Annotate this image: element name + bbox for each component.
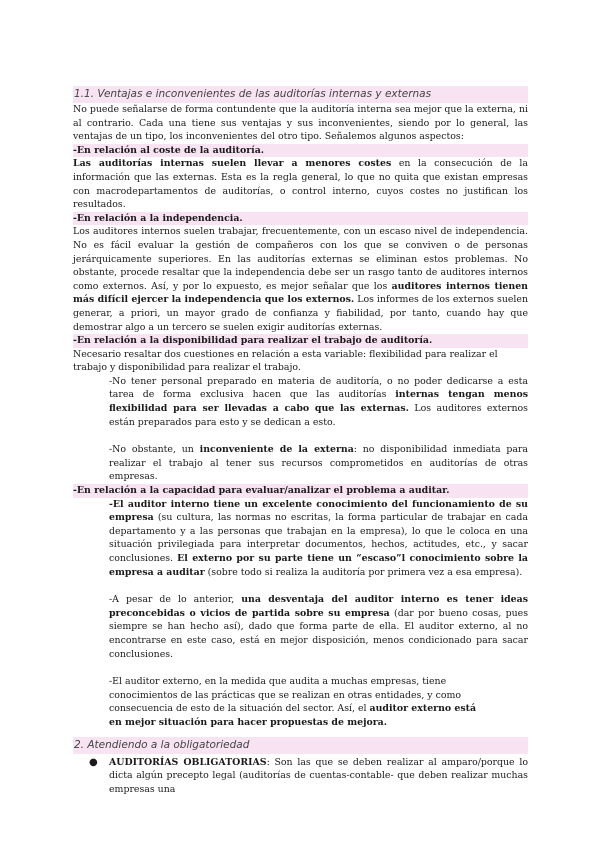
body-text: -No tener personal preparado en materia de auditoría, o no poder dedicarse a esta tarea de forma exclusiva hacen que las auditorías [109,375,528,401]
subsection-title-independencia: -En relación a la independencia. [73,212,528,226]
emphasis-text: inconveniente de la externa [199,444,354,456]
intro-paragraph: No puede señalarse de forma contundente que la auditoría interna sea mejor que la externa, ni al contrario. Cada una tiene sus ventajas y sus inconvenientes, siendo por lo general, las ventajas de un tipo, los inconvenientes del otro tipo. Señalemos algunos aspectos: [73,104,528,143]
paragraph-inconveniente-externa [73,443,528,484]
body-text: (su cultura, las normas no escritas, la forma particular de trabajar en cada departamento y a las personas que trabajan en la empresa), lo que le coloca en una situación privilegiada para interpretar documentos, hechos, actitudes, etc., y sacar conclusiones. [109,512,528,564]
body-text: : no disponibilidad inmediata para realizar el trabajo al tener sus recursos comprometidos en auditorías de otras empresas. [109,444,528,483]
paragraph-desventaja-interno [73,593,528,661]
subsection-title-disponibilidad: -En relación a la disponibilidad para realizar el trabajo de auditoría. [73,334,528,348]
body-text: : Son las que se deben realizar al amparo/porque lo dicta algún precepto legal (auditorías de cuentas-contable- que deben realizar muchas empresas una [109,756,528,795]
emphasis-text: El externo por su parte tiene un “escaso”l conocimiento sobre la empresa a auditar [109,553,529,578]
body-text: Los informes de los externos suelen generar, a priori, un mayor grado de confianza y fiabilidad, por tanto, cuando hay que demostrar algo a un tercero se suelen exigir auditorías externas. [73,294,528,333]
paragraph-conocimiento [73,498,528,580]
body-text: -El auditor externo, en la medida que audita a muchas empresas, tiene conocimientos de las prácticas que se realizan en otras entidades, y como consecuencia de esto de la situación del sector. Así, el [109,676,462,715]
paragraph-auditor-externo [73,675,528,729]
emphasis-text: auditor externo está en mejor situación para hacer propuestas de mejora. [109,703,477,728]
bullet-list [73,756,528,797]
paragraph-disponibilidad-line1: Necesario resaltar dos cuestiones en relación a esta variable: flexibilidad para realizar el [73,348,498,360]
body-text: en la consecución de la información que las externas. Esta es la regla general, lo que no quita que existan empresas con macrodepartamentos de auditorías, o control interno, cuyos costes no justifican los resultados. [73,158,528,211]
section-heading-ventajas: 1.1. Ventajas e inconvenientes de las auditorías internas y externas [73,86,528,103]
body-text: (sobre todo si realiza la auditoría por primera vez a esa empresa). [204,566,523,578]
subsection-title-coste: -En relación al coste de la auditoría. [73,144,528,158]
paragraph-disponibilidad-line2: trabajo y disponibilidad para realizar el trabajo. [73,362,301,374]
body-text: Los auditores externos están preparados para esto y se dedican a esto. [109,403,528,428]
body-text: (dar por bueno cosas, pues siempre se han hecho así), dado que forma parte de ella. El auditor externo, al no encontrarse en este caso, está en mejor disposición, menos condicionado para sacar conclusiones. [109,607,529,660]
emphasis-text: Las auditorías internas suelen llevar a menores costes [73,158,392,170]
paragraph-independencia [73,225,528,334]
body-text: -A pesar de lo anterior, [109,594,242,606]
emphasis-text: una desventaja del auditor interno es tener ideas preconcebidas o vicios de partida sobre su empresa [109,594,529,619]
bullet-icon: ● [89,756,98,768]
emphasis-text: AUDITORÍAS OBLIGATORIAS [109,756,267,768]
list-item [89,756,528,797]
body-text: -No obstante, un [109,444,200,456]
section-heading-obligatoriedad: 2. Atendiendo a la obligatoriedad [73,737,528,754]
paragraph-flexibilidad [73,375,528,429]
subsection-title-capacidad: -En relación a la capacidad para evaluar/analizar el problema a auditar. [73,484,528,498]
emphasis-text: auditores internos tienen más difícil ejercer la independencia que los externos. [73,280,528,306]
emphasis-text: -El auditor interno tiene un excelente conocimiento del funcionamiento de su empresa [109,498,528,524]
body-text: Los auditores internos suelen trabajar, frecuentemente, con un escaso nivel de independencia. No es fácil evaluar la gestión de compañeros con los que se conviven o de personas jerárquicamente superiores. En las auditorías externas se eliminan estos problemas. No obstante, procede resaltar que la independencia debe ser un rasgo tanto de auditores internos como externos. Así, y por lo expuesto, es mejor señalar que los [73,226,528,292]
document-page [73,86,528,796]
paragraph-coste [73,157,528,211]
emphasis-text: internas tengan menos flexibilidad para ser llevadas a cabo que las externas. [109,389,528,415]
